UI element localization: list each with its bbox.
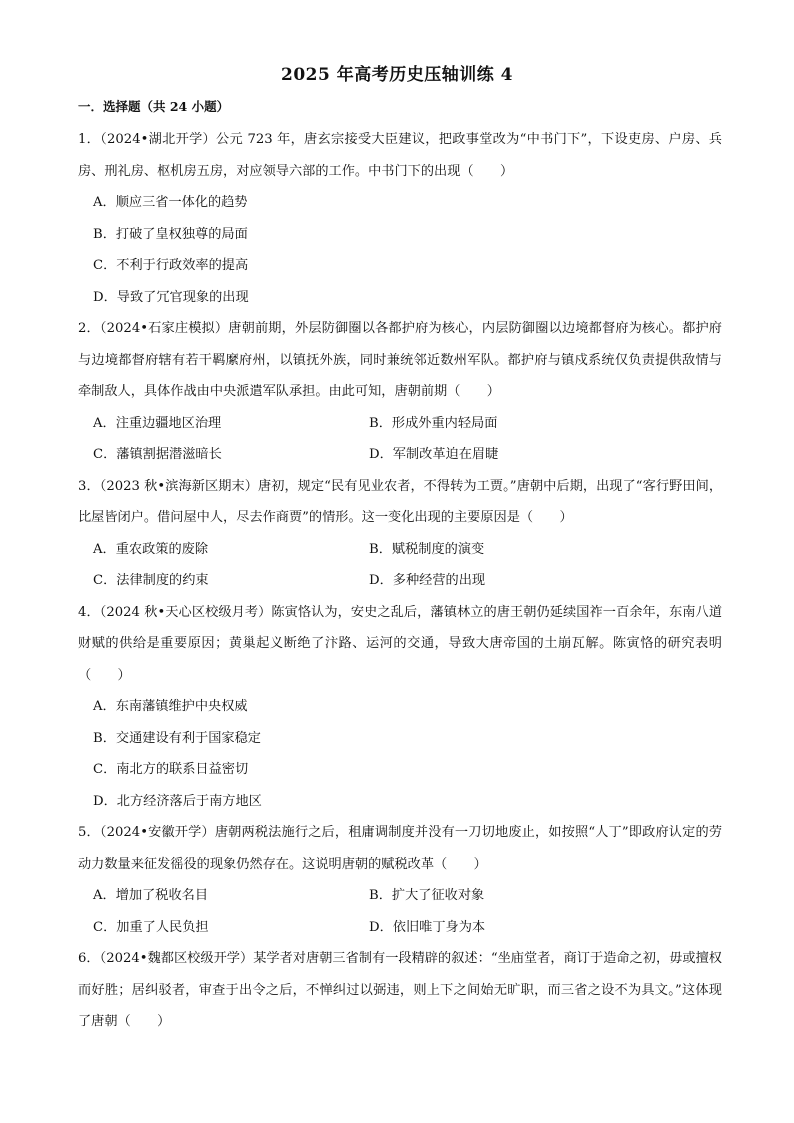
question-1 (78, 124, 722, 313)
option-c[interactable]: C．藩镇割据潜滋暗长 (93, 447, 222, 462)
option-c[interactable]: C．加重了人民负担 (93, 919, 209, 935)
question-5 (78, 817, 722, 943)
question-source: （2024•石家庄模拟） (99, 321, 229, 336)
question-number: 3． (78, 478, 100, 494)
page-title: 2025 年高考历史压轴训练 4 (281, 65, 513, 85)
option-c[interactable]: C．南北方的联系日益密切 (93, 762, 249, 777)
question-2 (78, 313, 722, 471)
section-heading: 一．选择题（共 24 小题） (78, 99, 230, 114)
option-b[interactable]: B．交通建设有利于国家稳定 (93, 730, 261, 746)
option-a[interactable]: A．注重边疆地区治理 (93, 415, 222, 431)
question-number: 6． (78, 951, 100, 966)
question-4 (78, 597, 722, 818)
option-d[interactable]: D．导致了冗官现象的出现 (93, 289, 249, 305)
option-a[interactable]: A．东南藩镇维护中央权威 (93, 699, 248, 714)
question-list (78, 124, 722, 1038)
question-text: 唐朝前期，外层防御圈以各都护府为核心，内层防御圈以边境都督府为核心。都护府与边境都督府辖有若干羁縻府州，以镇抚外族，同时兼统邻近数州军队。都护府与镇戍系统仅负责提供敌情与牵制敌人，具体作战由中央派遣军队承担。由此可知，唐朝前期（ ） (78, 321, 722, 399)
question-text: 公元 723 年，唐玄宗接受大臣建议，把政事堂改为“中书门下”，下设吏房、户房、兵房、刑礼房、枢机房五房，对应领导六部的工作。中书门下的出现（ ） (78, 132, 722, 179)
option-d[interactable]: D．北方经济落后于南方地区 (93, 793, 262, 809)
question-source: （2024•安徽开学） (99, 825, 215, 840)
question-source: （2023 秋•滨海新区期末） (99, 478, 258, 494)
question-number: 4． (78, 604, 100, 620)
question-3 (78, 471, 722, 597)
option-a[interactable]: A．增加了税收名目 (93, 888, 209, 903)
question-stem (78, 943, 722, 1038)
option-b[interactable]: B．扩大了征收对象 (369, 888, 485, 903)
option-c[interactable]: C．不利于行政效率的提高 (93, 258, 249, 273)
option-b[interactable]: B．形成外重内轻局面 (369, 415, 498, 431)
question-number: 1． (78, 132, 101, 147)
question-text: 唐朝两税法施行之后，租庸调制度并没有一刀切地废止，如按照“人丁”即政府认定的劳动力数量来征发徭役的现象仍然存在。这说明唐朝的赋税改革（ ） (78, 825, 723, 872)
option-b[interactable]: B．赋税制度的演变 (369, 541, 485, 557)
question-stem (78, 817, 722, 880)
option-c[interactable]: C．法律制度的约束 (93, 573, 209, 588)
option-d[interactable]: D．多种经营的出现 (369, 573, 486, 588)
question-stem (78, 124, 722, 187)
question-source: （2024•湖北开学） (100, 132, 217, 147)
question-text: 唐初，规定“民有见业农者，不得转为工贾。”唐朝中后期，出现了“客行野田间，比屋皆闭户。借问屋中人，尽去作商贾”的情形。这一变化出现的主要原因是（ ） (78, 478, 723, 525)
question-source: （2024 秋•天心区校级月考） (99, 604, 272, 620)
question-number: 2． (78, 321, 100, 336)
question-source: （2024•魏都区校级开学） (99, 951, 254, 966)
option-a[interactable]: A．重农政策的废除 (93, 541, 209, 557)
question-stem (78, 597, 722, 692)
question-number: 5． (78, 825, 100, 840)
question-stem (78, 313, 722, 408)
option-d[interactable]: D．依旧唯丁身为本 (369, 919, 486, 935)
option-d[interactable]: D．军制改革迫在眉睫 (369, 447, 499, 462)
question-stem (78, 471, 722, 534)
question-text: 某学者对唐朝三省制有一段精辟的叙述：“坐庙堂者，商订于造命之初，毋或擅权而好胜；居纠驳者，审查于出令之后，不惮纠过以弼违，则上下之间始无旷职，而三省之设不为具文。”这体现了唐朝（ ） (78, 951, 722, 1029)
question-text: 陈寅恪认为，安史之乱后，藩镇林立的唐王朝仍延续国祚一百余年，东南八道财赋的供给是重要原因；黄巢起义断绝了汴路、运河的交通，导致大唐帝国的土崩瓦解。陈寅恪的研究表明（ ） (78, 604, 723, 683)
option-a[interactable]: A．顺应三省一体化的趋势 (93, 195, 248, 210)
question-6 (78, 943, 722, 1038)
option-b[interactable]: B．打破了皇权独尊的局面 (93, 226, 248, 242)
